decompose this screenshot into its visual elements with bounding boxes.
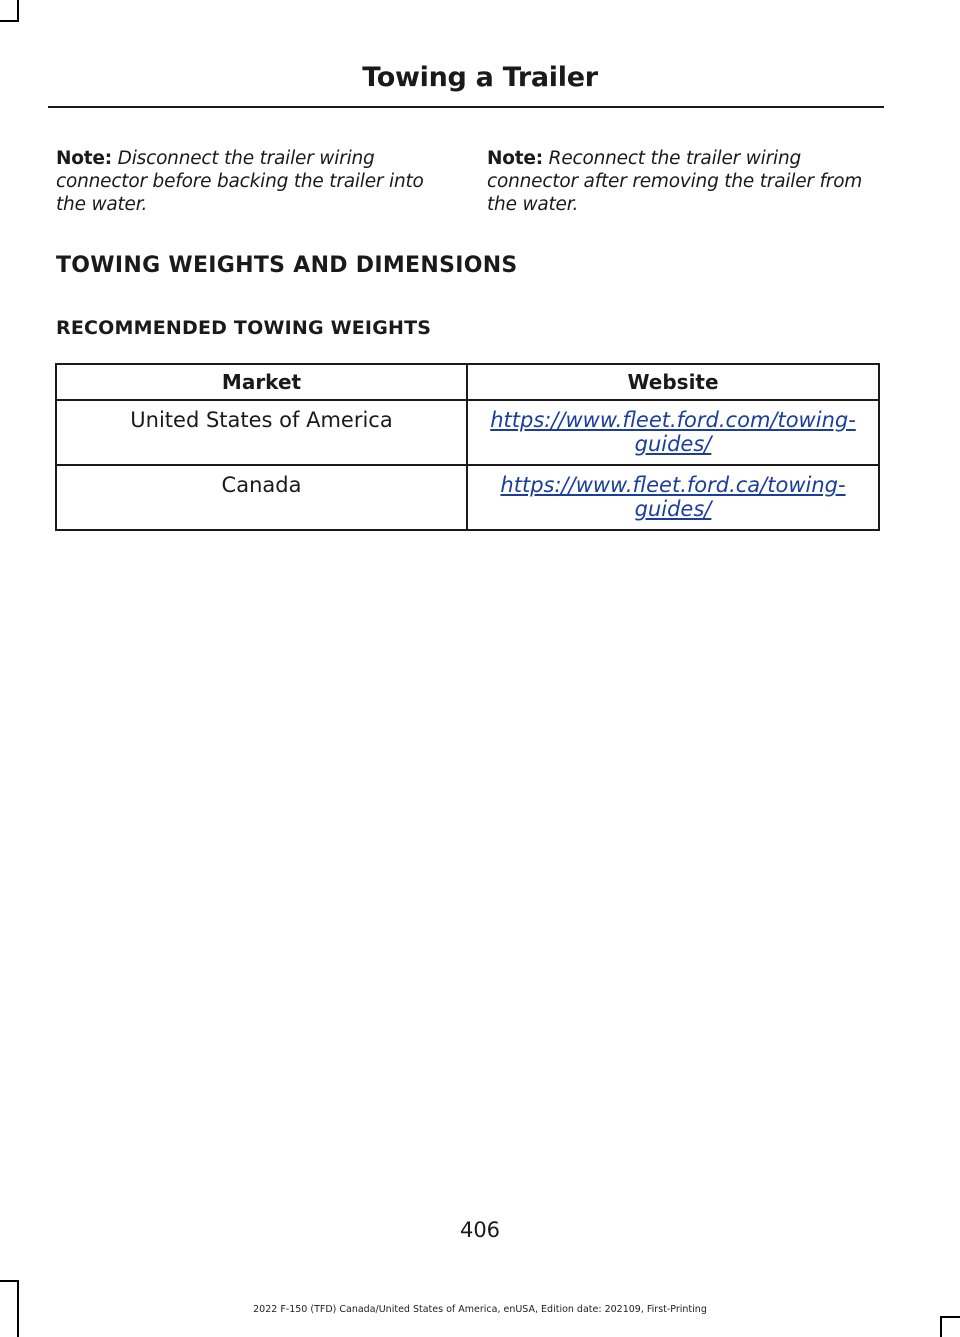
page-title: Towing a Trailer (362, 62, 598, 93)
website-cell (467, 465, 879, 530)
column-header-market: Market (56, 364, 467, 400)
website-cell (467, 400, 879, 465)
towing-weights-table (55, 363, 880, 531)
header-divider (48, 106, 884, 108)
website-link-canada[interactable]: https://www.fleet.ford.ca/towing-guides/ (500, 473, 846, 521)
crop-mark (17, 0, 19, 22)
note-reconnect (487, 147, 882, 216)
note-disconnect (56, 147, 451, 216)
note-label: Note: (487, 148, 543, 169)
section-heading: TOWING WEIGHTS AND DIMENSIONS (56, 253, 518, 278)
note-text: Disconnect the trailer wiring connector before backing the trailer into the water. (56, 148, 424, 215)
crop-mark (940, 1316, 942, 1337)
crop-mark (0, 20, 19, 22)
column-header-website: Website (467, 364, 879, 400)
table-row (56, 465, 879, 530)
crop-mark (0, 1280, 19, 1282)
table-row (56, 400, 879, 465)
market-cell: United States of America (56, 400, 467, 465)
note-label: Note: (56, 148, 112, 169)
crop-mark (940, 1316, 960, 1318)
note-text: Reconnect the trailer wiring connector after removing the trailer from the water. (487, 148, 863, 215)
table-header-row (56, 364, 879, 400)
market-cell: Canada (56, 465, 467, 530)
footer-edition-info: 2022 F-150 (TFD) Canada/United States of America, enUSA, Edition date: 202109, First-Printing (253, 1304, 707, 1315)
section-subheading: RECOMMENDED TOWING WEIGHTS (56, 317, 432, 339)
website-link-usa[interactable]: https://www.fleet.ford.com/towing-guides/ (490, 408, 856, 456)
page-number: 406 (459, 1218, 501, 1242)
